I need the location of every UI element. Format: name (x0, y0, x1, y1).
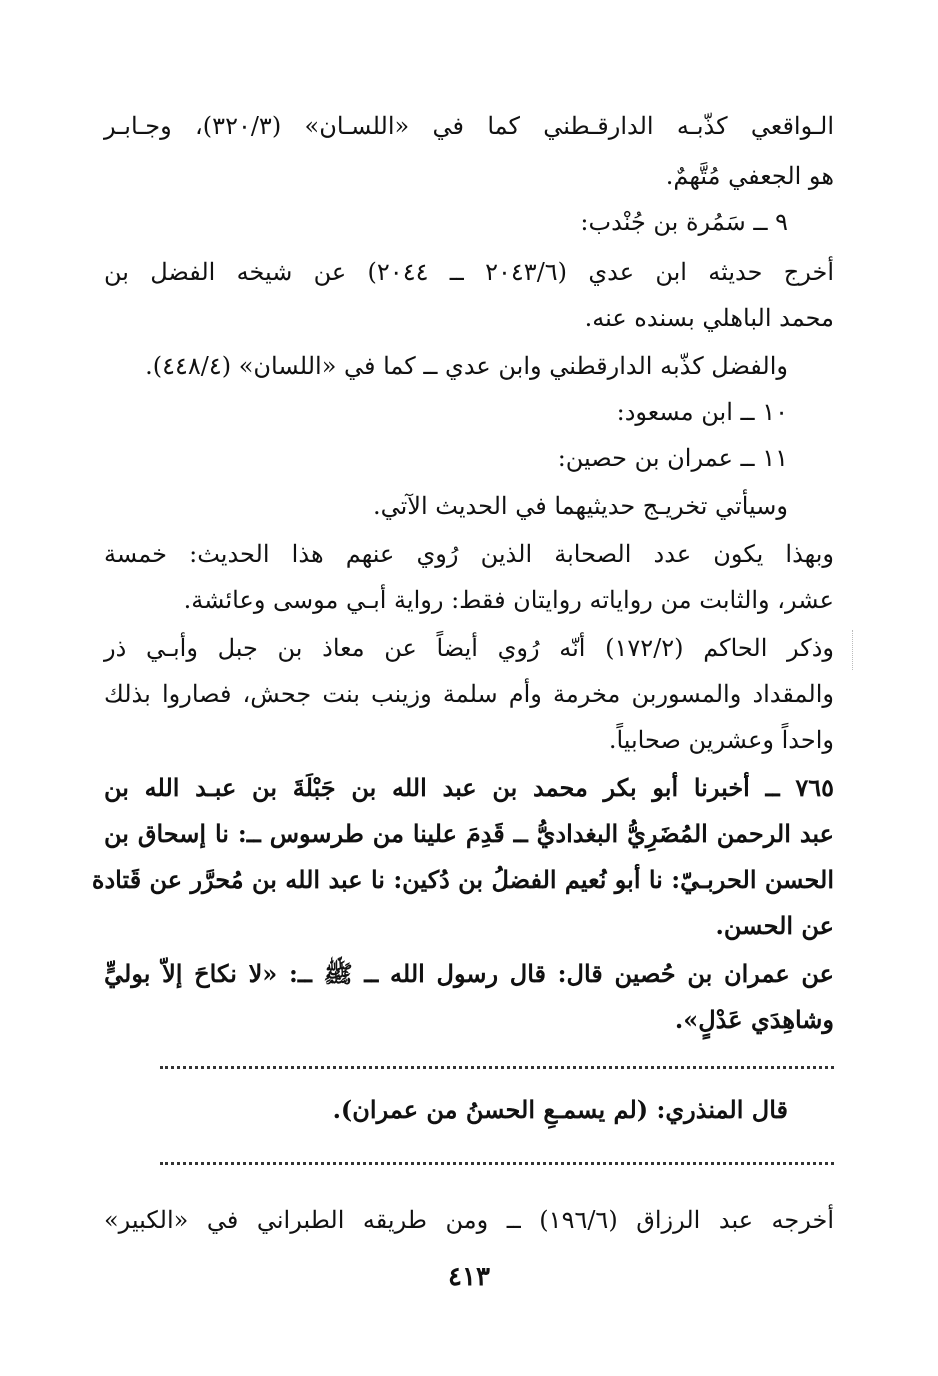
text-line-13: والمقداد والمسوربن مخرمة وأم سلمة وزينب بنت جحش، فصاروا بذلك (104, 680, 834, 708)
dotted-separator-top (160, 1066, 834, 1071)
text-line-footer: أخرجه عبد الرزاق (١٩٦/٦) ــ ومن طريقه الطبراني في «الكبير» (104, 1206, 834, 1234)
page-number: ٤١٣ (448, 1262, 490, 1292)
text-line-5: محمد الباهلي بسنده عنه. (584, 304, 834, 332)
text-line-12: وذكر الحاكم (١٧٢/٢) أنّه رُوي أيضاً عن معاذ بن جبل وأبـي ذر (104, 634, 835, 662)
dotted-separator-bottom (160, 1162, 834, 1167)
text-line-2: هو الجعفي مُتَّهمٌ. (665, 162, 834, 190)
hadith-isnad-line-1: ٧٦٥ ــ أخبرنا أبو بكر محمد بن عبد الله بن جَبْلَةَ بن عبـد الله بن (104, 773, 834, 802)
hadith-isnad-line-4: عن الحسن. (715, 911, 834, 940)
text-line-4: أخرج حديثه ابن عدي (٢٠٤٣/٦ ــ ٢٠٤٤) عن شيخه الفضل بن (104, 258, 834, 286)
section-heading-samura: ٩ ــ سَمُرة بن جُنْدب: (580, 208, 788, 236)
margin-mark (852, 630, 859, 670)
mundhiri-comment: قال المنذري: (لم يسمـعِ الحسنُ من عمران). (332, 1095, 788, 1124)
text-line-14: واحداً وعشرين صحابياً. (608, 726, 834, 754)
text-line-6: والفضل كذّبه الدارقطني وابن عدي ــ كما في «اللسان» (٤٤٨/٤). (145, 352, 788, 380)
text-line-1: الـواقعي كذّبـه الدارقـطني كما في «اللسـان» (٣٢٠/٣)، وجـابـر (104, 112, 834, 140)
hadith-matn-line-1: عن عمران بن حُصين قال: قال رسول الله ــ ﷺ ــ: «لا نكاحَ إلاّ بوليٍّ (104, 959, 834, 988)
hadith-isnad-line-2: عبد الرحمن المُضَرِيُّ البغداديُّ ــ قَدِمَ علينا من طرسوس ــ: نا إسحاق بن (104, 819, 834, 848)
hadith-matn-line-2: وشاهِدَي عَدْلٍ». (674, 1005, 834, 1034)
text-line-10: وبهذا يكون عدد الصحابة الذين رُوي عنهم هذا الحديث: خمسة (104, 540, 834, 568)
text-line-11: عشر، والثابت من رواياته روايتان فقط: رواية أبـي موسى وعائشة. (183, 586, 834, 614)
text-line-9: وسيأتي تخريـج حديثيهما في الحديث الآتي. (372, 492, 788, 520)
hadith-isnad-line-3: الحسن الحربـيّ: نا أبو نُعيم الفضلُ بن دُكين: نا عبد الله بن مُحرَّر عن قَتادة (91, 865, 834, 894)
section-heading-ibn-masud: ١٠ ــ ابن مسعود: (616, 398, 788, 426)
section-heading-imran: ١١ ــ عمران بن حصين: (557, 444, 788, 472)
